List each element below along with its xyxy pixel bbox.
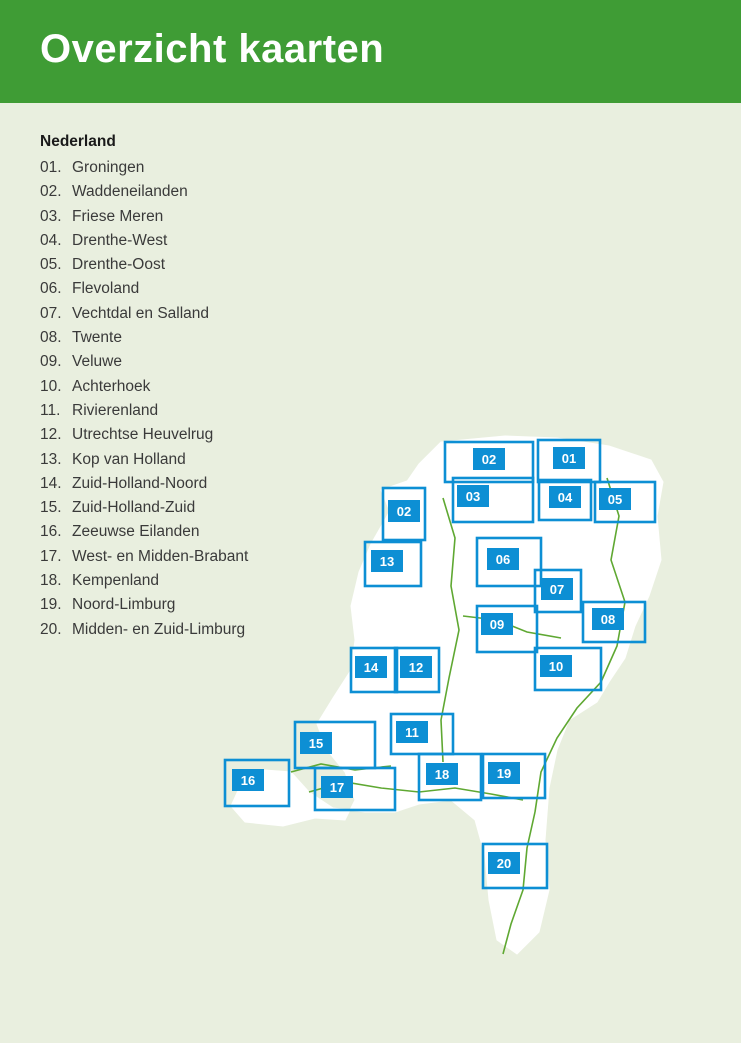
legend-item-label: Midden- en Zuid-Limburg [72, 620, 246, 638]
map-tile-label: 07 [549, 582, 565, 597]
map-tile-label: 20 [496, 856, 512, 871]
legend-item-number: 13. [40, 450, 62, 468]
legend-heading: Nederland [40, 133, 116, 150]
map-tile-label: 06 [495, 552, 511, 567]
legend-item-number: 19. [40, 596, 62, 614]
legend-item-label: Zeeuwse Eilanden [72, 523, 200, 541]
legend-item-label: Zuid-Holland-Noord [72, 474, 208, 492]
overview-map [205, 420, 725, 1000]
map-tile-label: 08 [600, 612, 616, 627]
page-header [0, 0, 741, 103]
legend-item [40, 280, 370, 298]
map-tile-label: 13 [379, 554, 395, 569]
legend-item-label: Rivierenland [72, 401, 159, 419]
legend-item-number: 07. [40, 304, 62, 322]
map-tile-label: 05 [607, 492, 623, 507]
legend-item-number: 01. [40, 159, 62, 176]
page-title: Overzicht kaarten [40, 27, 385, 71]
map-tile-label: 10 [548, 659, 564, 674]
legend-item-label: Groningen [72, 159, 145, 176]
legend-item-label: Flevoland [72, 280, 140, 298]
legend-item [40, 232, 370, 250]
legend-item-number: 10. [40, 377, 62, 395]
map-tile-label: 03 [465, 489, 481, 504]
legend-item-number: 11. [40, 401, 61, 419]
legend-item-number: 17. [40, 547, 62, 565]
legend-item [40, 402, 370, 420]
legend-item-label: Zuid-Holland-Zuid [72, 499, 196, 517]
legend-item-number: 12. [40, 426, 62, 444]
legend-item [40, 208, 370, 226]
legend-item-number: 15. [40, 499, 62, 517]
legend-item [40, 378, 370, 396]
legend-item-number: 08. [40, 329, 62, 347]
legend-item [40, 183, 370, 201]
map-tile-label: 12 [408, 660, 424, 675]
legend-item-number: 06. [40, 280, 62, 298]
legend-item [40, 305, 370, 323]
map-tile-label: 04 [557, 490, 573, 505]
legend-item-number: 16. [40, 523, 62, 541]
legend-item-label: Noord-Limburg [72, 596, 176, 614]
legend-item-label: Kempenland [72, 572, 160, 590]
legend-item [40, 159, 370, 177]
legend-item-number: 04. [40, 231, 62, 249]
legend-item-number: 02. [40, 183, 62, 201]
legend-item-label: Veluwe [72, 353, 122, 371]
legend-item-label: Friese Meren [72, 207, 164, 225]
legend-item-label: Drenthe-Oost [72, 256, 166, 274]
map-svg [205, 420, 725, 1000]
map-tile-label: 09 [489, 617, 505, 632]
map-tile-label: 16 [240, 773, 256, 788]
legend-item-label: Waddeneilanden [72, 183, 188, 201]
legend-item-label: Vechtdal en Salland [72, 304, 210, 322]
map-tile-label: 01 [561, 451, 577, 466]
legend-item [40, 353, 370, 371]
legend-item-number: 09. [40, 353, 62, 371]
map-tile-label: 17 [329, 780, 345, 795]
map-tile-label: 14 [363, 660, 379, 675]
map-tile-label: 18 [434, 767, 450, 782]
legend-item-number: 05. [40, 256, 62, 274]
legend-item [40, 329, 370, 347]
map-tile-label: 15 [308, 736, 324, 751]
legend-item-label: Drenthe-West [72, 231, 168, 249]
legend-item-label: Utrechtse Heuvelrug [72, 426, 214, 444]
legend-item [40, 256, 370, 274]
legend-item-number: 14. [40, 474, 62, 492]
legend-item-number: 03. [40, 207, 62, 225]
legend-item-label: Achterhoek [72, 377, 151, 395]
legend-item-label: West- en Midden-Brabant [72, 547, 249, 565]
legend-item-number: 18. [40, 572, 62, 590]
legend-item-label: Kop van Holland [72, 450, 186, 468]
legend-item-label: Twente [72, 329, 122, 347]
map-tile-label: 11 [405, 725, 419, 740]
map-tile-label: 19 [496, 766, 512, 781]
map-tile-label: 02 [481, 452, 497, 467]
map-tile-label: 02 [396, 504, 412, 519]
legend-item-number: 20. [40, 620, 62, 638]
